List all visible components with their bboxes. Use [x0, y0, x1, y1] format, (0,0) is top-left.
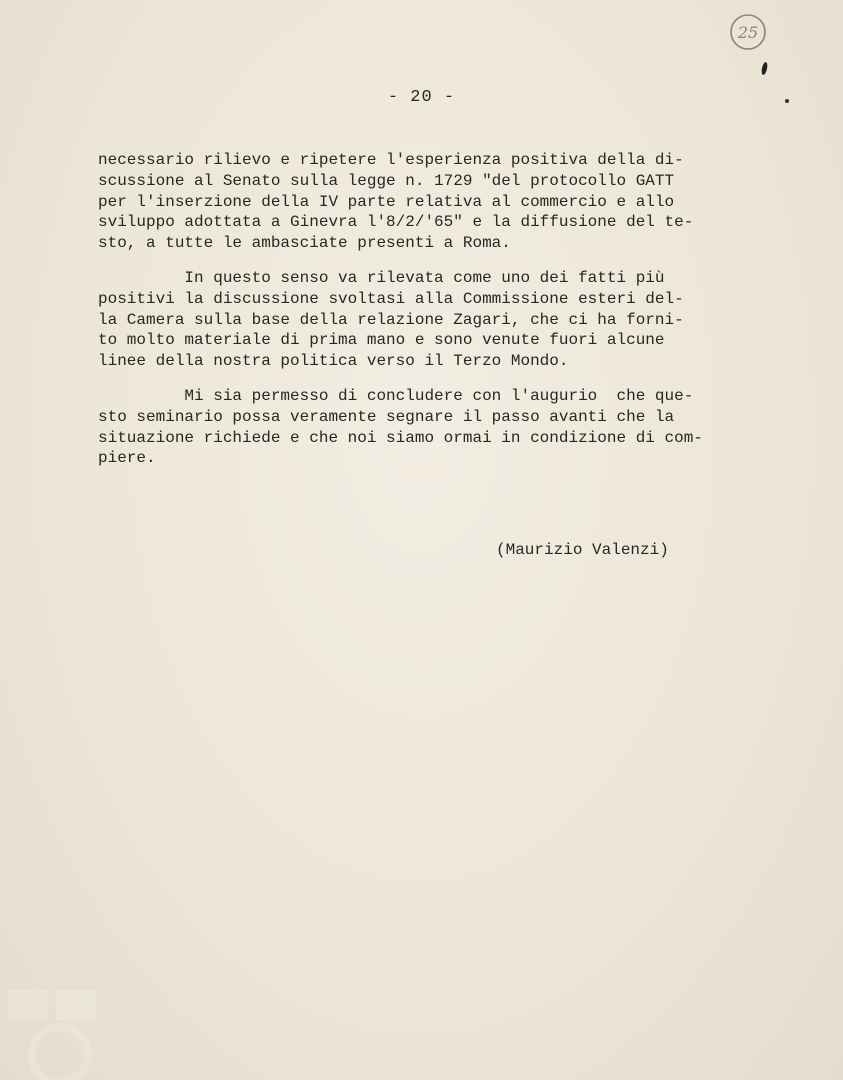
ink-mark	[761, 62, 769, 76]
text-line: positivi la discussione svoltasi alla Commissione esteri del-	[98, 289, 684, 308]
text-line: necessario rilievo e ripetere l'esperienza positiva della di-	[98, 151, 684, 169]
corner-annotation-text: 25	[737, 23, 759, 42]
text-line: linee della nostra politica verso il Terzo Mondo.	[98, 352, 569, 371]
text-line: In questo senso va rilevata come uno dei fatti più	[98, 269, 665, 287]
signature: (Maurizio Valenzi)	[496, 541, 669, 559]
text-line: scussione al Senato sulla legge n. 1729 "del protocollo GATT	[98, 171, 675, 190]
paragraph-1	[98, 150, 738, 254]
paragraph-2	[98, 268, 738, 372]
text-line: per l'inserzione della IV parte relativa al commercio e allo	[98, 192, 675, 211]
text-line: sto seminario possa veramente segnare il passo avanti che la	[98, 407, 675, 426]
text-line: situazione richiede e che noi siamo ormai in condizione di com-	[98, 428, 703, 447]
text-line: piere.	[98, 449, 156, 468]
text-line: Mi sia permesso di concludere con l'augurio che que-	[98, 387, 694, 405]
text-line: la Camera sulla base della relazione Zagari, che ci ha forni-	[98, 310, 684, 329]
text-line: sto, a tutte le ambasciate presenti a Roma.	[98, 234, 511, 253]
text-line: to molto materiale di prima mano e sono venute fuori alcune	[98, 331, 665, 350]
text-line: sviluppo adottata a Ginevra l'8/2/'65" e la diffusione del te-	[98, 213, 694, 232]
handwritten-page-annotation	[728, 12, 768, 52]
page-number: - 20 -	[387, 88, 456, 107]
paragraph-3	[98, 386, 738, 469]
archive-watermark-logo	[0, 980, 140, 1080]
